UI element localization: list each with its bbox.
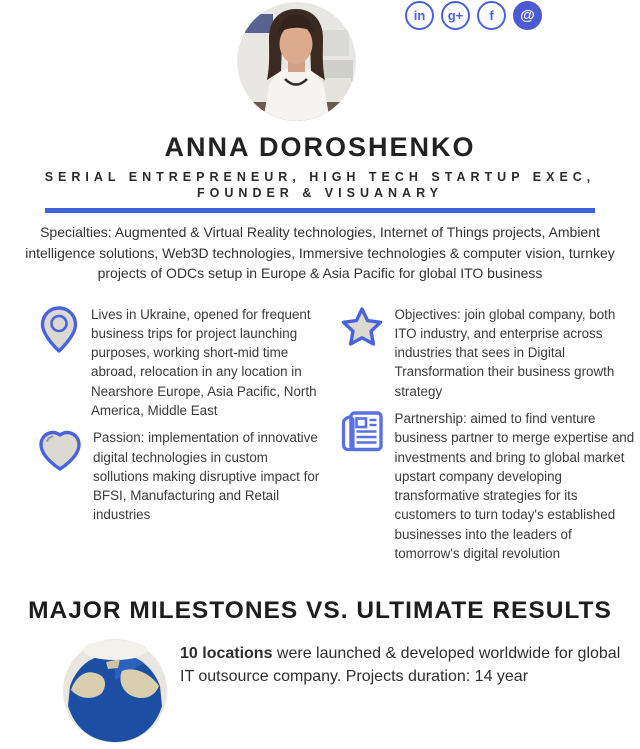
globe-icon	[62, 638, 168, 744]
person-name: ANNA DOROSHENKO	[164, 132, 476, 162]
location-pin-icon	[37, 305, 81, 421]
milestone-lead: 10 locations	[180, 645, 273, 663]
info-column-right	[339, 305, 640, 572]
location-text: Lives in Ukraine, opened for frequent business trips for project launching purposes, working short-mid time abroad, relocation in any location in Nearshore Europe, Asia Pacific, North America, Middle East	[91, 306, 317, 418]
profile-photo-illustration	[237, 2, 356, 121]
newspaper-icon	[339, 409, 385, 563]
specialties-paragraph: Specialties: Augmented & Virtual Reality technologies, Internet of Things projects, Ambient intelligence solutions, Web3D technologies, Immersive technologies & computer vision, turnkey projects of ODCs setup in Europe & Asia Pacific for global ITO business	[25, 224, 615, 281]
info-columns	[37, 305, 640, 572]
social-links	[405, 1, 542, 30]
info-item-objectives	[339, 305, 640, 401]
heart-icon	[37, 428, 83, 524]
info-column-left	[37, 305, 327, 572]
partnership-text: Partnership: aimed to find venture business partner to merge expertise and investments and bring to global market upstart company developing transformative strategies for its customers to turn today's established businesses into the leaders of tomorrow's digital revolution	[394, 410, 635, 562]
blue-divider	[45, 208, 595, 213]
linkedin-icon[interactable]: in	[405, 1, 434, 30]
profile-photo	[237, 2, 356, 121]
passion-text: Passion: implementation of innovative digital technologies in custom sollutions making disruptive impact for BFSI, Manufacturing and Retail industries	[93, 430, 320, 523]
info-item-location	[37, 305, 327, 421]
milestone-body: were launched & developed worldwide for global IT outsource company. Projects duration: 14 year	[180, 645, 621, 686]
header	[0, 0, 640, 127]
info-item-passion	[37, 428, 327, 524]
googleplus-icon[interactable]: g+	[441, 1, 470, 30]
star-icon	[339, 305, 385, 401]
milestone-row	[62, 638, 640, 744]
milestones-heading: MAJOR MILESTONES VS. ULTIMATE RESULTS	[28, 597, 612, 625]
email-at-icon[interactable]: @	[513, 1, 542, 30]
milestone-text	[180, 642, 635, 744]
info-item-partnership	[339, 409, 640, 563]
objectives-text: Objectives: join global company, both ITO industry, and enterprise across industries that sees in Digital Transformation their business growth strategy	[394, 306, 616, 399]
facebook-icon[interactable]: f	[477, 1, 506, 30]
person-title: SERIAL ENTREPRENEUR, HIGH TECH STARTUP EXEC, FOUNDER & VISUANARY	[44, 170, 596, 200]
